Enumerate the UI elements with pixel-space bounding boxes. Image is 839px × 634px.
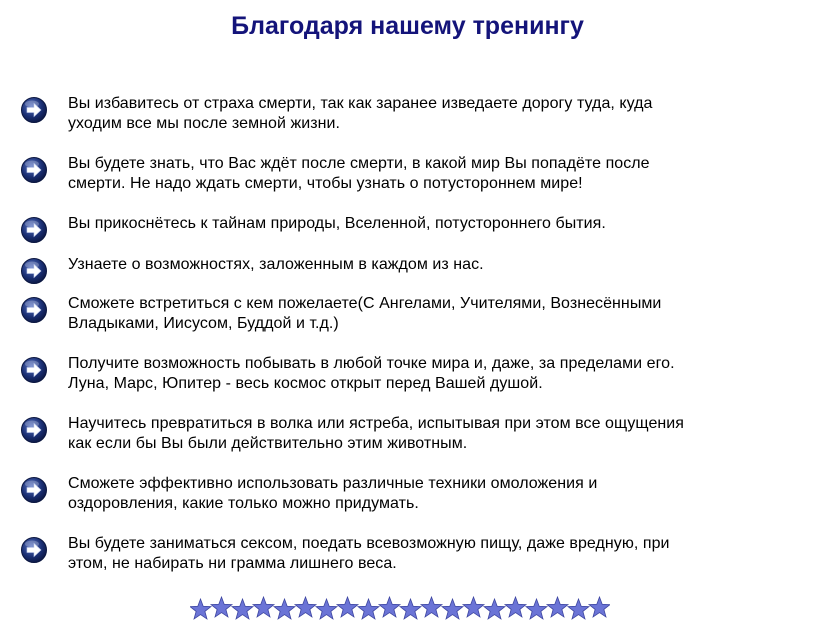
arrow-right-circle-icon xyxy=(20,257,48,285)
arrow-right-circle-icon xyxy=(20,296,48,324)
star-icon xyxy=(190,599,211,619)
list-item-line: Вы избавитесь от страха смерти, так как заранее изведаете дорогу туда, куда xyxy=(68,95,653,112)
list-item-line: Вы прикоснётесь к тайнам природы, Вселенной, потустороннего бытия. xyxy=(68,215,606,232)
list-item-text xyxy=(68,414,788,454)
star-icon xyxy=(568,599,589,619)
star-icon xyxy=(484,599,505,619)
arrow-right-circle-icon xyxy=(20,96,48,124)
list-item-text xyxy=(68,354,788,394)
star-icon xyxy=(442,599,463,619)
list-item-line: Вы будете заниматься сексом, поедать всевозможную пищу, даже вредную, при xyxy=(68,535,670,552)
star-icon xyxy=(295,597,316,617)
star-icon xyxy=(505,597,526,617)
star-icon xyxy=(337,597,358,617)
arrow-right-circle-icon xyxy=(20,416,48,444)
list-item-line: оздоровления, какие только можно придумать. xyxy=(68,495,419,512)
arrow-right-circle-icon xyxy=(20,536,48,564)
list-item-text xyxy=(68,154,788,194)
list-item-line: Луна, Марс, Юпитер - весь космос открыт перед Вашей душой. xyxy=(68,375,543,392)
star-icon xyxy=(589,597,610,617)
star-icon xyxy=(463,597,484,617)
star-icon xyxy=(400,599,421,619)
list-item-line: уходим все мы после земной жизни. xyxy=(68,115,340,132)
star-icon xyxy=(421,597,442,617)
star-divider xyxy=(190,596,610,622)
page-title: Благодаря нашему тренингу xyxy=(231,12,584,40)
list-item-line: этом, не набирать ни грамма лишнего веса. xyxy=(68,555,397,572)
star-icon xyxy=(316,599,337,619)
star-icon xyxy=(211,597,232,617)
star-row-icon xyxy=(190,596,610,622)
star-icon xyxy=(358,599,379,619)
list-item-line: Научитесь превратиться в волка или ястреба, испытывая при этом все ощущения xyxy=(68,415,684,432)
arrow-right-circle-icon xyxy=(20,216,48,244)
list-item-line: Вы будете знать, что Вас ждёт после смерти, в какой мир Вы попадёте после xyxy=(68,155,650,172)
star-icon xyxy=(253,597,274,617)
star-icon xyxy=(379,597,400,617)
list-item-line: смерти. Не надо ждать смерти, чтобы узнать о потустороннем мире! xyxy=(68,175,583,192)
star-icon xyxy=(274,599,295,619)
list-item-line: Сможете эффективно использовать различные техники омоложения и xyxy=(68,475,598,492)
arrow-right-circle-icon xyxy=(20,356,48,384)
star-icon xyxy=(232,599,253,619)
list-item-line: Владыками, Иисусом, Буддой и т.д.) xyxy=(68,315,339,332)
list-item-line: Сможете встретиться с кем пожелаете(С Ангелами, Учителями, Вознесёнными xyxy=(68,295,662,312)
arrow-right-circle-icon xyxy=(20,476,48,504)
list-item-text xyxy=(68,294,788,334)
list-item-text xyxy=(68,474,788,514)
list-item-line: Получите возможность побывать в любой точке мира и, даже, за пределами его. xyxy=(68,355,675,372)
list-item-text xyxy=(68,255,788,275)
star-icon xyxy=(526,599,547,619)
list-item-line: как если бы Вы были действительно этим животным. xyxy=(68,435,468,452)
arrow-right-circle-icon xyxy=(20,156,48,184)
list-item-text xyxy=(68,214,788,234)
star-icon xyxy=(547,597,568,617)
list-item-line: Узнаете о возможностях, заложенным в каждом из нас. xyxy=(68,256,484,273)
list-item-text xyxy=(68,534,788,574)
list-item-text xyxy=(68,94,788,134)
